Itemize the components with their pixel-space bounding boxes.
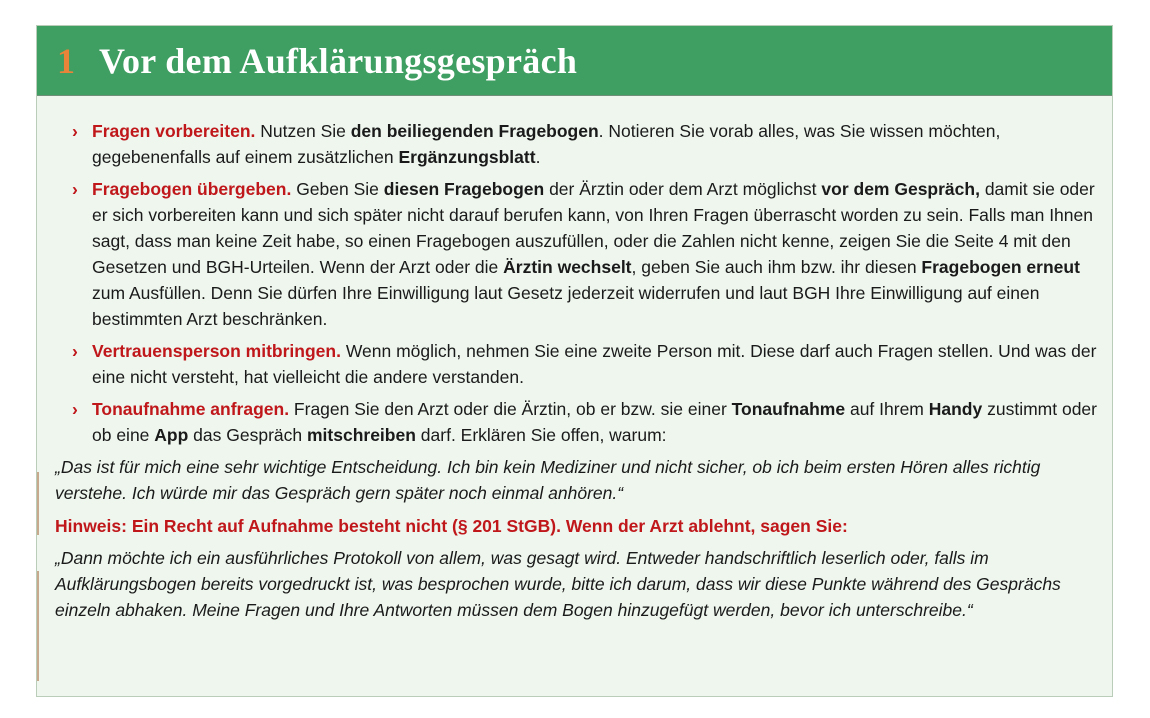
item-text: Nutzen Sie	[255, 121, 351, 141]
item-bold: Ergänzungsblatt	[398, 147, 536, 167]
item-bold: diesen Fragebogen	[383, 179, 545, 199]
item-text: auf Ihrem	[845, 399, 929, 419]
item-bold: App	[154, 425, 189, 445]
item-text: Geben Sie	[291, 179, 384, 199]
list-item	[55, 176, 1110, 332]
bullet-marker: ›	[72, 341, 78, 361]
quote-text: „Dann möchte ich ein ausführliches Protokoll von allem, was gesagt wird. Entweder handschriftlich leserlich oder, falls im Aufklärungsbogen bereits vorgedruckt ist, was besprochen wurde, bitte ich darum, dass wir diese Punkte während des Gesprächs einzeln abhaken. Meine Fragen und Ihre Antworten müssen dem Bogen hinzugefügt werden, bevor ich unterschreibe.“	[55, 548, 1061, 620]
section-header	[37, 26, 1112, 96]
section-content	[55, 112, 1110, 623]
item-text: zustimmt oder ob eine	[92, 399, 1097, 445]
list-item	[55, 338, 1110, 390]
item-text: Fragen Sie den Arzt oder die Ärztin, ob er bzw. sie einer	[289, 399, 732, 419]
item-bold: Handy	[928, 399, 983, 419]
list-item	[55, 118, 1110, 170]
section-number: 1	[57, 41, 75, 81]
item-bold: Fragebogen erneut	[921, 257, 1080, 277]
item-bold: Tonaufnahme	[731, 399, 846, 419]
item-text: zum Ausfüllen. Denn Sie dürfen Ihre Einwilligung laut Gesetz jederzeit widerrufen und laut BGH Ihre Einwilligung auf einen bestimmten Arzt beschränken.	[92, 283, 1040, 329]
item-text: darf. Erklären Sie offen, warum:	[415, 425, 667, 445]
item-lead: Fragebogen übergeben.	[92, 179, 292, 199]
item-text: Wenn möglich, nehmen Sie eine zweite Person mit. Diese darf auch Fragen stellen. Und was der eine nicht versteht, hat vielleicht die andere verstanden.	[92, 341, 1097, 387]
bullet-marker: ›	[72, 399, 78, 419]
item-text: .	[535, 147, 541, 167]
quote-bar	[37, 571, 39, 681]
item-lead: Fragen vorbereiten.	[92, 121, 256, 141]
item-text: , geben Sie auch ihm bzw. ihr diesen	[631, 257, 922, 277]
info-box	[36, 25, 1113, 697]
list-item	[55, 396, 1110, 448]
item-bold: vor dem Gespräch,	[821, 179, 980, 199]
bullet-marker: ›	[72, 121, 78, 141]
hint-text: Hinweis: Ein Recht auf Aufnahme besteht nicht (§ 201 StGB). Wenn der Arzt ablehnt, sagen Sie:	[55, 516, 848, 536]
item-bold: Ärztin wechselt	[503, 257, 632, 277]
bullet-marker: ›	[72, 179, 78, 199]
item-lead: Vertrauensperson mitbringen.	[92, 341, 341, 361]
item-lead: Tonaufnahme anfragen.	[92, 399, 290, 419]
quote-text: „Das ist für mich eine sehr wichtige Entscheidung. Ich bin kein Mediziner und nicht sicher, ob ich beim ersten Hören alles richtig verstehe. Ich würde mir das Gespräch gern später noch einmal anhören.“	[55, 457, 1041, 503]
item-text: das Gespräch	[188, 425, 307, 445]
item-bold: den beiliegenden Fragebogen	[350, 121, 599, 141]
item-text: damit sie oder er sich vorbereiten kann und sich später nicht darauf berufen kann, von Ihren Fragen überrascht worden zu sein. Falls man Ihnen sagt, dass man keine Zeit habe, so einen Fragebogen auszufüllen, oder die Zahlen nicht kenne, zeigen Sie die Seite 4 mit den Gesetzen und BGH-Urteilen. Wenn der Arzt oder die	[92, 179, 1095, 277]
item-bold: mitschreiben	[306, 425, 416, 445]
section-title: Vor dem Aufklärungsgespräch	[99, 41, 578, 81]
item-text: der Ärztin oder dem Arzt möglichst	[544, 179, 822, 199]
quote-bar	[37, 472, 39, 535]
item-text: . Notieren Sie vorab alles, was Sie wissen möchten, gegebenenfalls auf einem zusätzlichen	[92, 121, 1001, 167]
